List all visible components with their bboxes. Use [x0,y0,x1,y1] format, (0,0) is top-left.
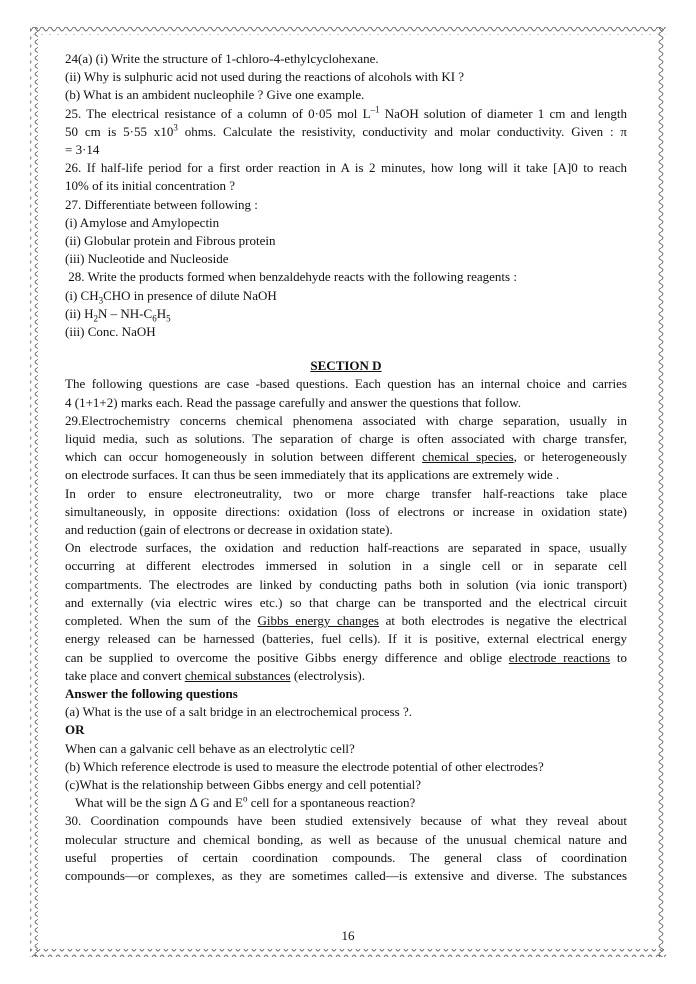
q29-p3-line4: and externally (via electric wires etc.) so that charge can be transported and the electrical circuit [65,594,627,610]
q30-line1: 30. Coordination compounds have been studied extensively because of what they reveal about [65,813,627,829]
section-intro-line2: 4 (1+1+2) marks each. Read the passage carefully and answer the questions that follow. [65,394,522,410]
q29-p1-line2: liquid media, such as solutions. The separation of charge is often associated with charge transfer, [65,431,627,447]
q27-title: 27. Differentiate between following : [65,196,258,212]
q24-a-i: 24(a) (i) Write the structure of 1-chloro-4-ethylcyclohexane. [65,51,379,66]
q29-question-b: (b) Which reference electrode is used to measure the electrode potential of other electrodes? [65,758,544,774]
q24-a-ii: (ii) Why is sulphuric acid not used during the reactions of alcohols with KI ? [65,69,465,85]
q29-question-c: (c)What is the relationship between Gibbs energy and cell potential? [65,776,422,792]
q29-question-a: (a) What is the use of a salt bridge in an electrochemical process ?. [65,704,413,720]
q27-i: (i) Amylose and Amylopectin [65,214,220,230]
q29-question-a-alt: When can a galvanic cell behave as an electrolytic cell? [65,740,355,756]
or-label: OR [65,722,85,738]
q29-p3-line6: energy released can be harnessed (batteries, fuel cells). If it is positive, external electrical energy [65,631,627,647]
q25-line1: 25. The electrical resistance of a column of 0·05 mol $L^{-1}$ NaOH solution of diameter 1 cm and length [65,104,627,121]
q29-p2-line2: simultaneously, in opposite directions: oxidation (loss of electrons or increase in oxidation state) [65,503,627,519]
q29-p3-line8: take place and convert chemical substances (electrolysis). [65,667,365,683]
q27-ii: (ii) Globular protein and Fibrous protein [65,233,276,249]
q27-iii: (iii) Nucleotide and Nucleoside [65,251,229,267]
link-electrode-reactions: electrode reactions [508,649,611,665]
q29-question-c-part2: What will be the sign Δ G and $E^o$ cell for a spontaneous reaction? [75,793,416,811]
q29-p3-line2: occurring at different electrodes immersed in solution in a single cell or in separate cell [65,558,627,574]
q28-iii: (iii) Conc. NaOH [65,324,156,340]
q26-line2: 10% of its initial concentration ? [65,178,236,194]
q29-p3-line5: completed. When the sum of the Gibbs energy changes at both electrodes is negative the electrical [65,613,628,629]
q30-line4: compounds—or complexes, as they are sometimes called—is extensive and diverse. The substances [65,867,627,883]
q24-b: (b) What is an ambident nucleophile ? Give one example. [65,87,365,103]
q28-i: (i) $CH_3CHO$ in presence of dilute NaOH [65,287,277,306]
q29-p3-line7: can be supplied to overcome the positive Gibbs energy difference and oblige electrode reactions to [65,649,627,665]
page-number: 16 [341,928,355,943]
page-content [65,50,627,885]
q29-p1-line4: on electrode surfaces. It can thus be seen immediately that its applications are extremely wide . [65,467,560,483]
link-chemical-substances: chemical substances [184,667,291,683]
q28-ii: (ii) $H_2N - NH-C_6H_5$ [65,305,171,324]
q29-p1-line1: 29.Electrochemistry concerns chemical phenomena associated with charge separation, usually in [65,412,627,428]
q29-p3-line3: compartments. The electrodes are linked by conducting paths both in solution (via ionic transport) [65,576,627,592]
q29-p1-line3: which can occur homogeneously in solution between different chemical species, or heterogeneously [65,449,627,465]
q29-p2-line1: In order to ensure electroneutrality, two or more charge transfer half-reactions take place [65,485,627,501]
q28-title: 28. Write the products formed when benzaldehyde reacts with the following reagents : [65,269,517,285]
q29-p3-line1: On electrode surfaces, the oxidation and reduction half-reactions are separated in space, usually [65,540,627,556]
q30-line3: useful properties of certain coordination compounds. The general class of coordination [65,849,627,865]
section-intro-line1: The following questions are case -based questions. Each question has an internal choice and carries [65,376,627,392]
answer-heading: Answer the following questions [65,685,238,701]
q29-p2-line3: and reduction (gain of electrons or decrease in oxidation state). [65,522,393,538]
link-gibbs-energy-changes: Gibbs energy changes [257,613,379,629]
section-title: SECTION D [310,358,382,374]
q26-line1: 26. If half-life period for a first order reaction in A is 2 minutes, how long will it take [A]0 to reach [65,160,627,176]
q25-line3: = 3·14 [65,142,100,158]
q30-line2: molecular structure and chemical bonding, as well as because of the unusual chemical nature and [65,831,627,847]
link-chemical-species: chemical species [422,449,514,465]
q25-line2: 50 cm is 5·55 $x10^3$ ohms. Calculate the resistivity, conductivity and molar conductivity. Given : π [65,122,627,139]
